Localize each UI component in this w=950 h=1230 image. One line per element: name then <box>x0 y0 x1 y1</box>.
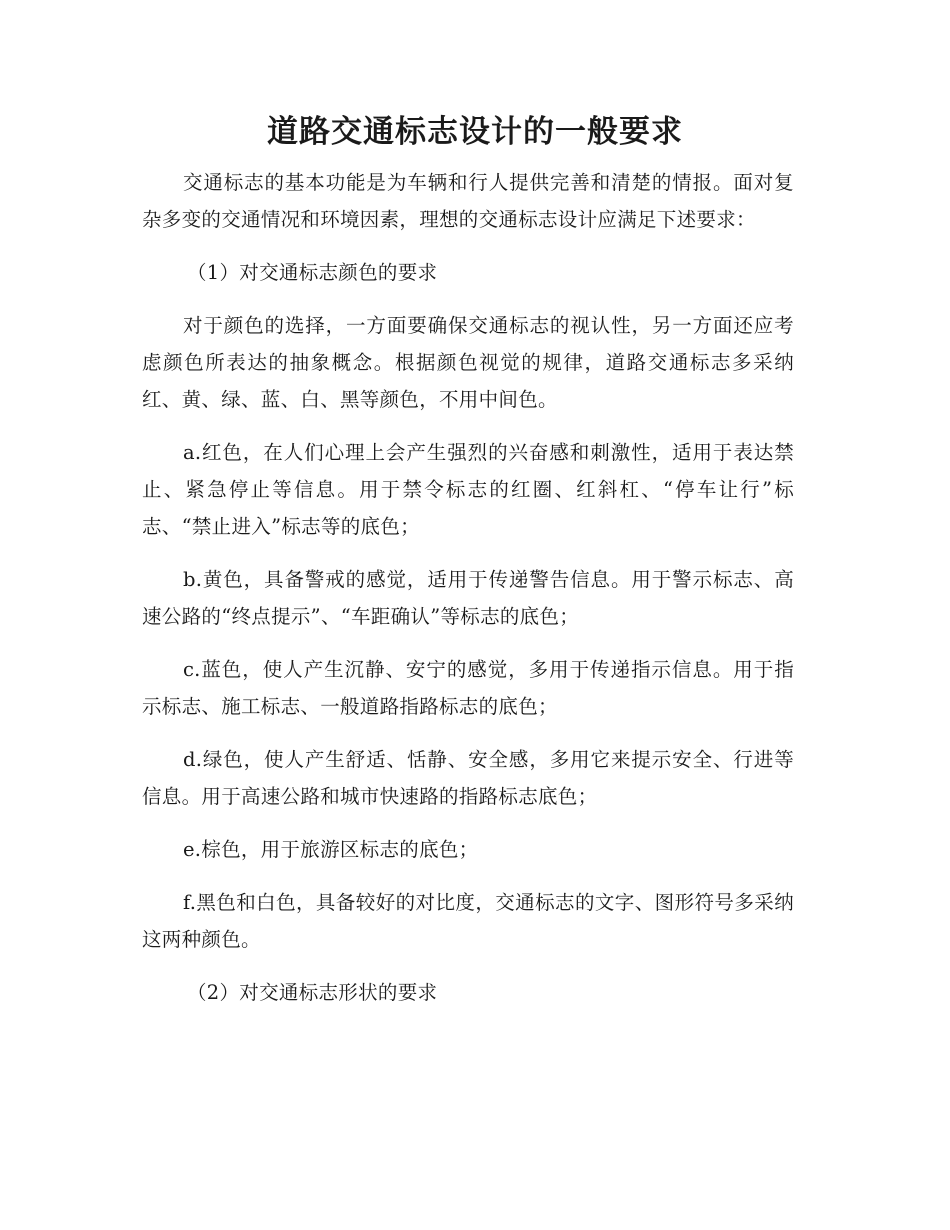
list-item-yellow: b.黄色，具备警戒的感觉，适用于传递警告信息。用于警示标志、高速公路的“终点提示”、“车距确认”等标志的底色； <box>142 568 794 628</box>
list-item-red: a.红色，在人们心理上会产生强烈的兴奋感和刺激性，适用于表达禁止、紧急停止等信息。用于禁令标志的红圈、红斜杠、“停车让行”标志、“禁止进入”标志等的底色； <box>142 441 794 538</box>
intro-paragraph: 交通标志的基本功能是为车辆和行人提供完善和清楚的情报。面对复杂多变的交通情况和环境因素，理想的交通标志设计应满足下述要求： <box>142 171 794 231</box>
section-heading-shape: （2）对交通标志形状的要求 <box>187 981 438 1004</box>
list-item-black-white: f.黑色和白色，具备较好的对比度，交通标志的文字、图形符号多采纳这两种颜色。 <box>142 891 794 951</box>
color-overview-paragraph: 对于颜色的选择，一方面要确保交通标志的视认性，另一方面还应考虑颜色所表达的抽象概念。根据颜色视觉的规律，道路交通标志多采纳红、黄、绿、蓝、白、黑等颜色，不用中间色。 <box>142 314 794 411</box>
list-item-brown: e.棕色，用于旅游区标志的底色； <box>182 838 479 861</box>
document-title: 道路交通标志设计的一般要求 <box>267 114 683 150</box>
document-body <box>142 164 794 1027</box>
list-item-green: d.绿色，使人产生舒适、恬静、安全感，多用它来提示安全、行进等信息。用于高速公路和城市快速路的指路标志底色； <box>142 748 794 808</box>
list-item-blue: c.蓝色，使人产生沉静、安宁的感觉，多用于传递指示信息。用于指示标志、施工标志、一般道路指路标志的底色； <box>142 658 794 718</box>
section-heading-color: （1）对交通标志颜色的要求 <box>187 261 438 284</box>
